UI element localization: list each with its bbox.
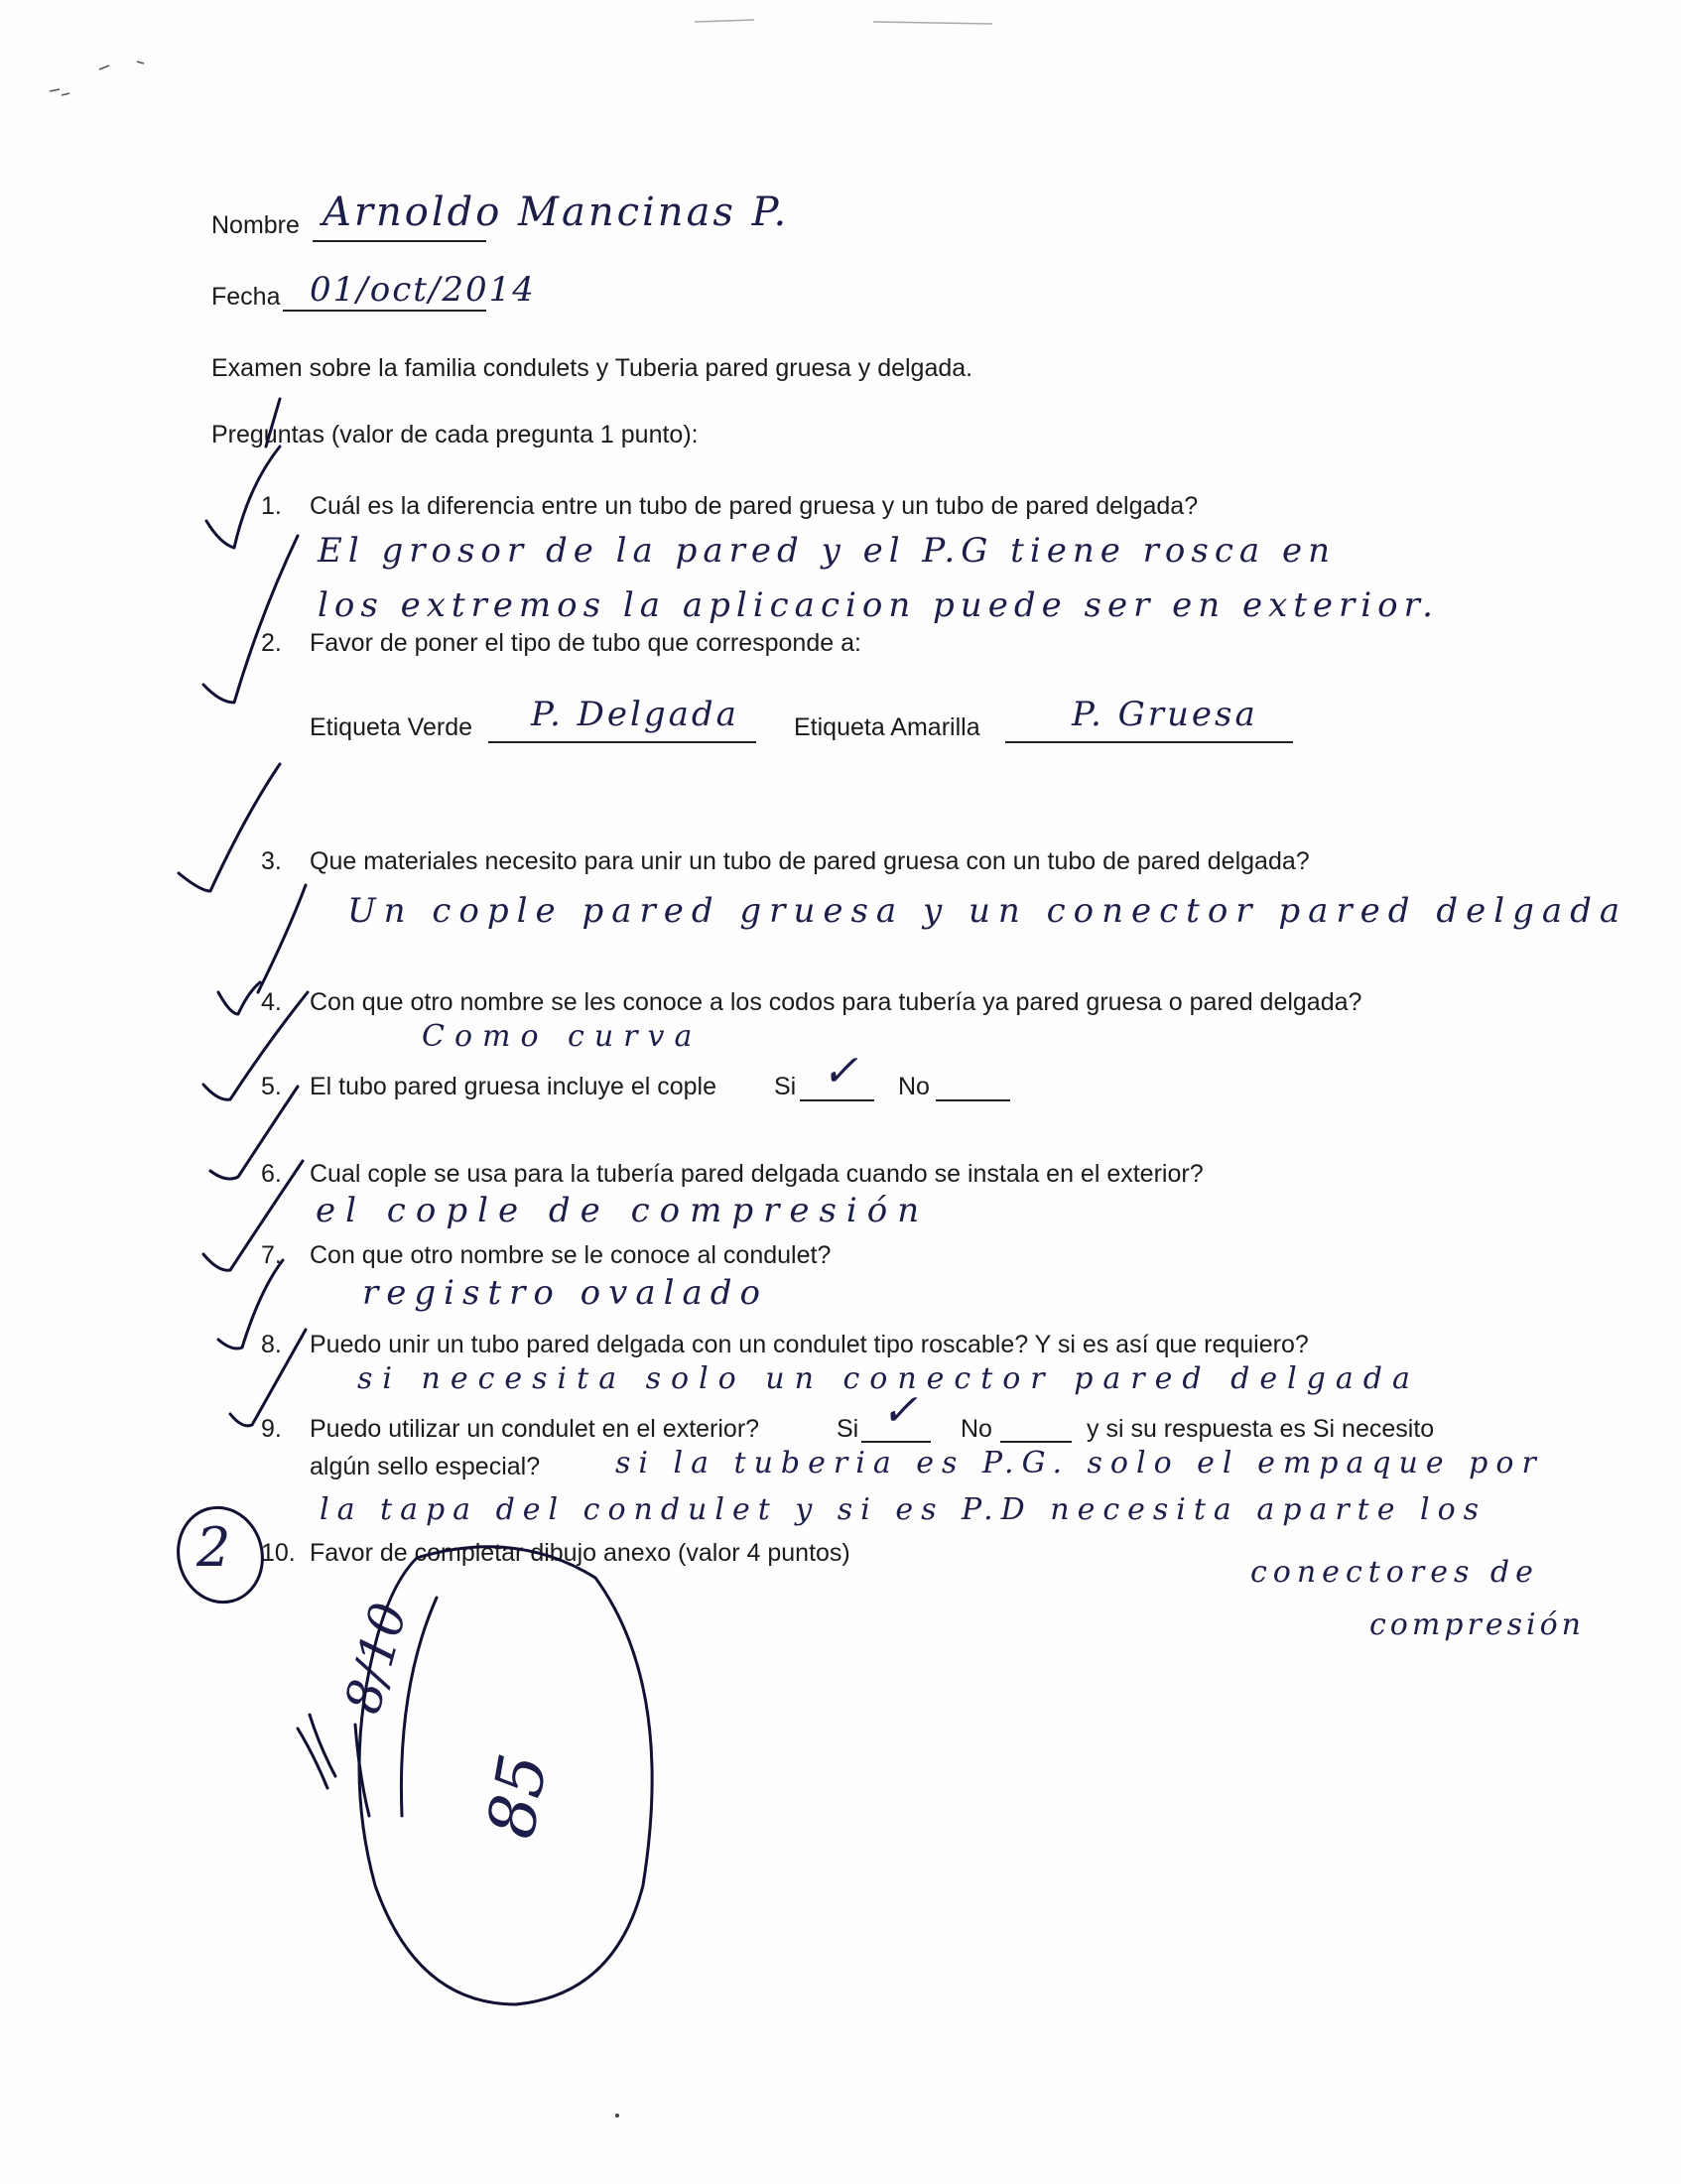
q9-answer-line-2: la tapa del condulet y si es P.D necesita aparte los — [320, 1492, 1487, 1527]
name-label: Nombre — [211, 211, 300, 239]
q4-number: 4. — [261, 988, 282, 1016]
q9-si-mark: ✓ — [881, 1385, 924, 1436]
q4-answer-line-1: Como curva — [422, 1019, 703, 1054]
q5-check-mark — [203, 992, 308, 1099]
q5-number: 5. — [261, 1073, 282, 1100]
q9-text-c: algún sello especial? — [310, 1453, 541, 1480]
questions-intro: Preguntas (valor de cada pregunta 1 punto): — [211, 421, 699, 449]
q3-answer-slash-mark — [258, 885, 306, 992]
name-value: Arnoldo Mancinas P. — [323, 190, 790, 235]
q2-yellow-label: Etiqueta Amarilla — [794, 713, 980, 741]
exam-title: Examen sobre la familia condulets y Tuberia pared gruesa y delgada. — [211, 354, 973, 382]
q8-number: 8. — [261, 1331, 282, 1358]
q9-text-b: y si su respuesta es Si necesito — [1087, 1415, 1435, 1443]
q9-answer-line-3: conectores de — [1250, 1555, 1539, 1590]
q10-text: Favor de completar dibujo anexo (valor 4 puntos) — [310, 1539, 850, 1567]
q9-text-a: Puedo utilizar un condulet en el exterior? — [310, 1415, 760, 1443]
q2-text: Favor de poner el tipo de tubo que corresponde a: — [310, 629, 861, 657]
q5-no-label: No — [898, 1073, 930, 1100]
q9-no-underline — [1000, 1441, 1072, 1443]
q1-answer-line-2: los extremos la aplicacion puede ser en exterior. — [318, 585, 1439, 625]
q9-answer-line-1: si la tuberia es P.G. solo el empaque por — [615, 1446, 1544, 1480]
q8-answer-line-1: si necesita solo un conector pared delgada — [357, 1361, 1420, 1396]
date-value: 01/oct/2014 — [310, 270, 536, 310]
date-underline — [283, 310, 486, 312]
grade-slash-1 — [310, 1715, 335, 1776]
q1-answer-line-1: El grosor de la pared y el P.G tiene rosca en — [318, 531, 1336, 571]
fraction-bar-mark — [355, 1725, 369, 1816]
q3-text: Que materiales necesito para unir un tubo de pared gruesa con un tubo de pared delgada? — [310, 847, 1310, 875]
date-label: Fecha — [211, 283, 281, 311]
q7-check-mark — [203, 1161, 303, 1270]
q9-si-underline — [861, 1441, 931, 1443]
grade-slash-2 — [298, 1729, 327, 1788]
q2-yellow-value: P. Gruesa — [1072, 695, 1258, 734]
q1-number: 1. — [261, 492, 282, 520]
scan-speck-marks — [50, 62, 144, 95]
q9-answer-line-4: compresión — [1369, 1607, 1585, 1642]
q5-si-label: Si — [774, 1073, 797, 1100]
q10-score: 2 — [196, 1516, 231, 1579]
q3-number: 3. — [261, 847, 282, 875]
q2-green-label: Etiqueta Verde — [310, 713, 473, 741]
q1-text: Cuál es la diferencia entre un tubo de pared gruesa y un tubo de pared delgada? — [310, 492, 1199, 520]
q6-number: 6. — [261, 1160, 282, 1188]
q2-yellow-underline — [1005, 741, 1293, 743]
q6-text: Cual cople se usa para la tubería pared delgada cuando se instala en el exterior? — [310, 1160, 1204, 1188]
q5-no-underline — [936, 1099, 1010, 1101]
q5-si-mark: ✓ — [822, 1046, 864, 1096]
q9-no-label: No — [961, 1415, 992, 1443]
q2-check-mark — [203, 536, 298, 703]
q9-si-label: Si — [837, 1415, 859, 1443]
scan-noise-marks — [695, 20, 992, 24]
q2-green-value: P. Delgada — [531, 695, 739, 734]
q6-answer-line-1: el cople de compresión — [316, 1191, 930, 1230]
q5-si-underline — [800, 1099, 874, 1101]
q4-check-mark — [218, 982, 260, 1014]
q7-answer-line-1: registro ovalado — [362, 1273, 768, 1313]
q7-text: Con que otro nombre se le conoce al condulet? — [310, 1241, 832, 1269]
q4-text: Con que otro nombre se les conoce a los codos para tubería ya pared gruesa o pared delgada? — [310, 988, 1362, 1016]
q7-number: 7. — [261, 1241, 282, 1269]
final-grade: 85 — [472, 1747, 563, 1844]
q10-number: 10. — [261, 1539, 296, 1567]
q3-answer-line-1: Un cople pared gruesa y un conector pared delgada — [347, 891, 1628, 931]
q2-number: 2. — [261, 629, 282, 657]
name-underline — [313, 240, 486, 242]
scan-speck-bottom — [615, 2114, 619, 2118]
q8-text: Puedo unir un tubo pared delgada con un condulet tipo roscable? Y si es así que requiero? — [310, 1331, 1309, 1358]
q5-text: El tubo pared gruesa incluye el cople — [310, 1073, 716, 1100]
q9-number: 9. — [261, 1415, 282, 1443]
q2-green-underline — [488, 741, 756, 743]
total-fraction: 8/10 — [333, 1597, 419, 1720]
q6-check-mark — [210, 1087, 298, 1179]
